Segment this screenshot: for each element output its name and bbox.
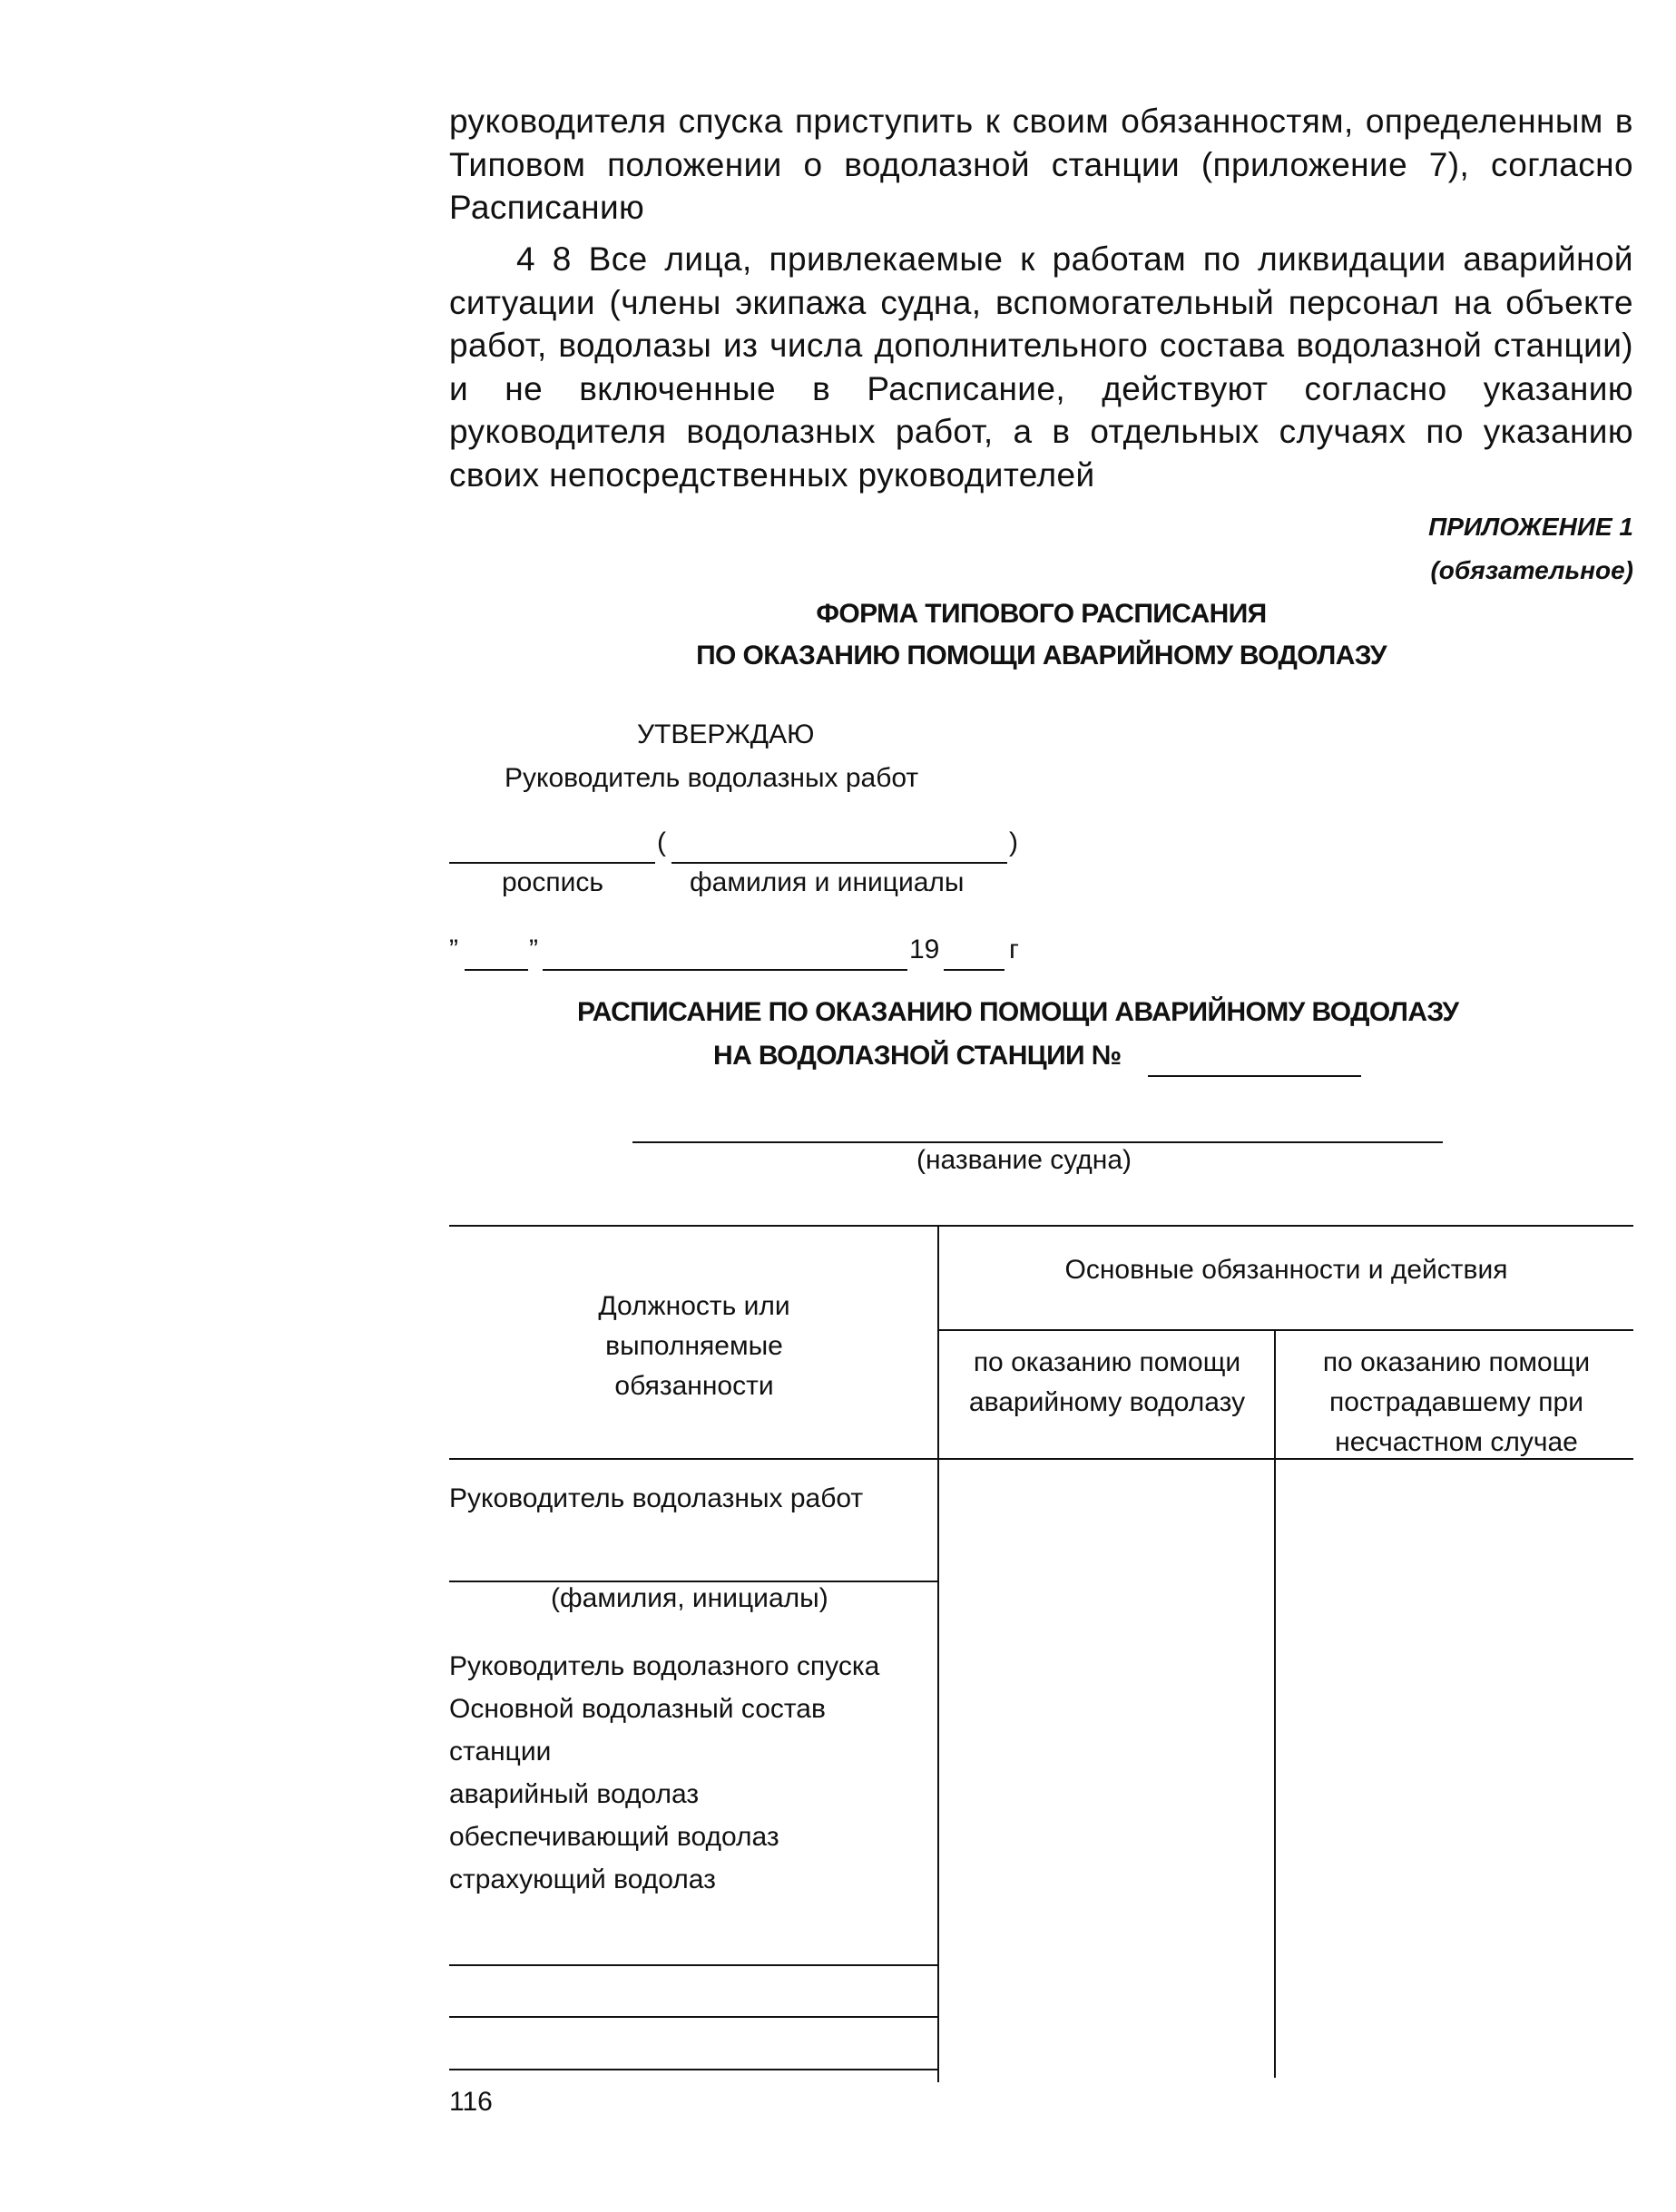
col2-header: по оказанию помощи аварийному водолазу [968, 1347, 1246, 1417]
table-top-rule [449, 1225, 1633, 1227]
row-leader: Руководитель водолазных работ [449, 1483, 864, 1513]
approver-role: Руководитель водолазных работ [505, 763, 919, 793]
form-title-line1: ФОРМА ТИПОВОГО РАСПИСАНИЯ [816, 599, 1267, 629]
paragraph-continuation: руководителя спуска приступить к своим обязанностям, определенным в Типовом положении о водолазной станции (приложение 7), согласно Расписанию [449, 103, 1633, 226]
blank-row-rule-2 [449, 2016, 937, 2018]
open-paren: ( [657, 827, 666, 857]
group-header: Основные обязанности и действия [1064, 1255, 1508, 1285]
year-suffix: г [1009, 935, 1019, 964]
list-item: станции [449, 1737, 552, 1767]
row-leader-caption: (фамилия, инициалы) [551, 1583, 828, 1613]
table-group-rule [937, 1329, 1633, 1331]
table-col-divider-1 [937, 1225, 939, 2082]
paragraph-4-8: 4 8 Все лица, привлекаемые к работам по ликвидации аварийной ситуации (члены экипажа судна, вспомогательный персонал на объекте работ, водолазы из числа дополнительного состава водолазной станции) и не включенные в Расписание, действуют согласно указанию руководителя водолазных работ, а в отдельных случаях по указанию своих непосредственных руководителей [449, 240, 1633, 494]
schedule-title-line1: РАСПИСАНИЕ ПО ОКАЗАНИЮ ПОМОЩИ АВАРИЙНОМУ ВОДОЛАЗУ [577, 997, 1459, 1027]
appendix-status: (обязательное) [1430, 556, 1633, 584]
list-item: Руководитель водолазного спуска [449, 1651, 880, 1681]
signature-caption: роспись [502, 867, 604, 897]
month-line [543, 969, 907, 971]
blank-row-rule-1 [449, 1964, 937, 1966]
date-quote-open: ” [449, 935, 458, 964]
form-title-line2: ПО ОКАЗАНИЮ ПОМОЩИ АВАРИЙНОМУ ВОДОЛАЗУ [696, 641, 1387, 670]
row-leader-name-line [449, 1581, 937, 1582]
list-item: обеспечивающий водолаз [449, 1822, 779, 1852]
appendix-label: ПРИЛОЖЕНИЕ 1 [1428, 513, 1633, 541]
close-paren: ) [1009, 827, 1018, 857]
approve-label: УТВЕРЖДАЮ [637, 719, 815, 749]
day-line [465, 969, 528, 971]
name-caption: фамилия и инициалы [690, 867, 965, 897]
blank-row-rule-3 [449, 2069, 937, 2070]
year-prefix: 19 [909, 935, 940, 964]
vessel-name-line [632, 1141, 1443, 1143]
name-line [671, 862, 1007, 864]
page-number: 116 [449, 2087, 493, 2117]
col1-header: Должность или выполняемые обязанности [598, 1291, 790, 1401]
schedule-title-line2: НА ВОДОЛАЗНОЙ СТАНЦИИ № [713, 1041, 1122, 1071]
list-item: Основной водолазный состав [449, 1694, 826, 1724]
vessel-caption: (название судна) [916, 1145, 1132, 1175]
col3-header: по оказанию помощи пострадавшему при несчастном случае [1322, 1347, 1591, 1457]
signature-line [449, 862, 655, 864]
list-item: аварийный водолаз [449, 1779, 700, 1809]
date-quote-close: ” [529, 935, 538, 964]
station-number-line [1148, 1075, 1361, 1077]
year-line [944, 969, 1005, 971]
table-col-divider-2 [1274, 1329, 1276, 2078]
list-item: страхующий водолаз [449, 1865, 716, 1894]
